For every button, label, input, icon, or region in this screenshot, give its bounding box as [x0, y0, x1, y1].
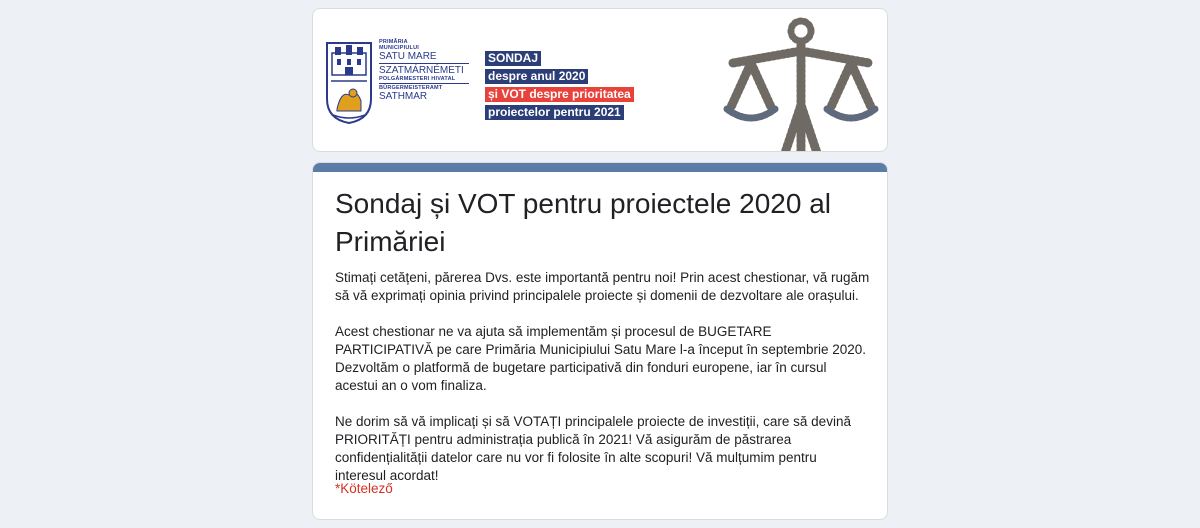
logo-line: SZATMÁRNÉMETI [379, 65, 464, 76]
headline-line: SONDAJ [485, 51, 541, 66]
logo-divider [379, 63, 469, 64]
city-hall-logo-text [379, 39, 469, 102]
headline-line: proiectelor pentru 2021 [485, 105, 624, 120]
card-accent-bar [313, 163, 887, 172]
description-paragraph: Stimați cetățeni, părerea Dvs. este importantă pentru noi! Prin acest chestionar, vă rugăm să vă exprimați opinia privind principalele proiecte și domenii de dezvoltare ale orașului. [335, 270, 870, 303]
logo-line: SATU MARE [379, 51, 437, 62]
logo-line: POLGÁRMESTERI HIVATAL [379, 76, 456, 82]
logo-line: MUNICIPIULUI [379, 45, 419, 51]
description-paragraph: Acest chestionar ne va ajuta să implementăm și procesul de BUGETARE PARTICIPATIVĂ pe care Primăria Municipiului Satu Mare l-a început în septembrie 2020. Dezvoltăm o platformă de bugetare participativă din fonduri europene, iar în cursul acestui an o vom finaliza. [335, 324, 866, 393]
description-paragraph: Ne dorim să vă implicați și să VOTAȚI principalele proiecte de investiții, care să devină PRIORITĂȚI pentru administrația publică în 2021! Vă asigurăm de păstrarea confidențialității datelor care nu vor fi folosite în alte scopuri! Vă mulțumim pentru interesul acordat! [335, 414, 851, 483]
headline-line: despre anul 2020 [485, 69, 588, 84]
form-description [335, 269, 871, 503]
form-title: Sondaj și VOT pentru proiectele 2020 al Primăriei [335, 188, 832, 257]
form-header-banner [312, 8, 888, 152]
banner-headline [485, 49, 634, 121]
justice-scales-icon [721, 15, 881, 152]
logo-divider [379, 83, 469, 84]
logo-line: SATHMAR [379, 91, 428, 102]
logo-line: BÜRGERMEISTERAMT [379, 85, 443, 91]
form-info-card [312, 162, 888, 520]
city-crest-icon [325, 39, 373, 125]
headline-line-highlight: și VOT despre prioritatea [485, 87, 634, 102]
required-field-note: *Kötelező [335, 481, 393, 496]
logo-line: PRIMĂRIA [379, 39, 408, 45]
